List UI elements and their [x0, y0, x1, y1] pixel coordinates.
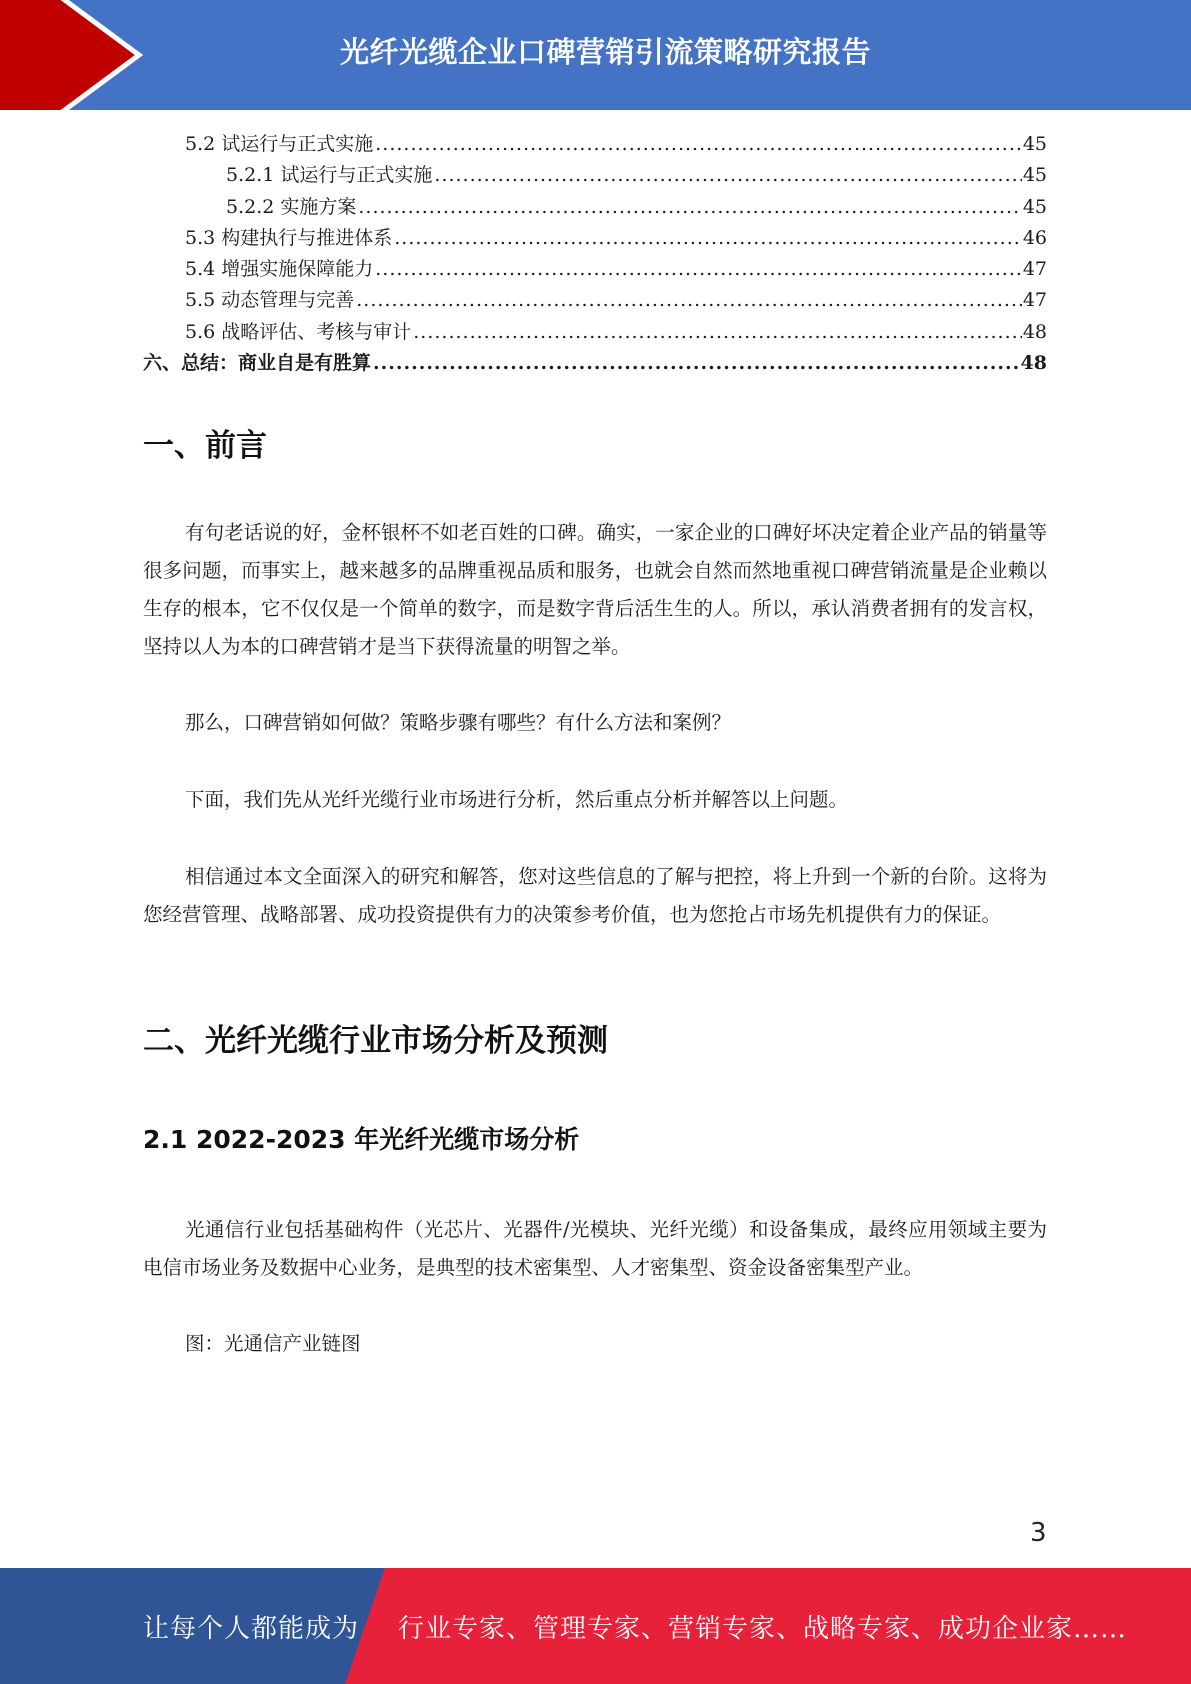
header-bar	[0, 0, 1191, 110]
body-paragraph: 那么，口碑营销如何做？策略步骤有哪些？有什么方法和案例？	[185, 711, 732, 734]
toc-entry[interactable]	[143, 192, 1047, 223]
toc-entry-label: 5.3 构建执行与推进体系	[185, 226, 393, 249]
subsection-heading: 2.1 2022-2023 年光纤光缆市场分析	[143, 1125, 580, 1154]
toc-entry-page: 46	[1022, 226, 1047, 249]
table-of-contents	[143, 129, 1047, 379]
toc-entry[interactable]	[143, 129, 1047, 160]
body-paragraph: 下面，我们先从光纤光缆行业市场进行分析，然后重点分析并解答以上问题。	[185, 788, 849, 811]
toc-entry[interactable]	[143, 254, 1047, 285]
toc-entry[interactable]	[143, 285, 1047, 316]
section-heading-market-analysis: 二、光纤光缆行业市场分析及预测	[143, 1023, 608, 1059]
toc-leader-dots	[413, 317, 1022, 348]
toc-entry[interactable]	[143, 317, 1047, 348]
toc-entry-page: 47	[1022, 258, 1047, 281]
toc-entry-page: 47	[1022, 289, 1047, 312]
toc-leader-dots	[356, 285, 1022, 316]
toc-entry-label: 5.6 战略评估、考核与审计	[185, 320, 412, 343]
toc-leader-dots	[375, 129, 1022, 160]
toc-entry-page: 45	[1022, 133, 1047, 155]
toc-entry-label: 5.2.2 实施方案	[226, 195, 357, 218]
toc-leader-dots	[434, 160, 1021, 191]
toc-entry-label: 5.4 增强实施保障能力	[185, 258, 374, 281]
toc-leader-dots	[358, 192, 1021, 223]
toc-leader-dots	[375, 254, 1022, 285]
toc-leader-dots	[394, 223, 1022, 254]
report-title: 光纤光缆企业口碑营销引流策略研究报告	[339, 35, 871, 69]
body-paragraph: 相信通过本文全面深入的研究和解答，您对这些信息的了解与把控，将上升到一个新的台阶。这将为您经营管理、战略部署、成功投资提供有力的决策参考价值，也为您抢占市场先机提供有力的保证。	[143, 865, 1047, 926]
toc-entry[interactable]	[143, 348, 1047, 379]
toc-entry-page: 48	[1020, 352, 1047, 375]
figure-caption: 图：光通信产业链图	[185, 1332, 361, 1355]
toc-entry[interactable]	[143, 160, 1047, 191]
toc-leader-dots	[373, 348, 1020, 379]
toc-entry-label: 5.2 试运行与正式实施	[185, 133, 374, 155]
toc-entry-label: 六、总结：商业自是有胜算	[143, 352, 372, 375]
toc-entry[interactable]	[143, 223, 1047, 254]
section-heading-preface: 一、前言	[143, 428, 267, 464]
toc-entry-page: 45	[1022, 195, 1047, 218]
page-number: 3	[1030, 1518, 1047, 1548]
toc-entry-page: 48	[1022, 320, 1047, 343]
body-paragraph: 光通信行业包括基础构件（光芯片、光器件/光模块、光纤光缆）和设备集成，最终应用领域主要为电信市场业务及数据中心业务，是典型的技术密集型、人才密集型、资金设备密集型产业。	[143, 1218, 1047, 1279]
footer-slogan-right: 行业专家、管理专家、营销专家、战略专家、成功企业家……	[398, 1614, 1128, 1644]
footer-slogan-left: 让每个人都能成为	[143, 1614, 360, 1644]
toc-entry-label: 5.2.1 试运行与正式实施	[226, 164, 433, 187]
toc-entry-page: 45	[1022, 164, 1047, 187]
body-paragraph: 有句老话说的好，金杯银杯不如老百姓的口碑。确实，一家企业的口碑好坏决定着企业产品的销量等很多问题，而事实上，越来越多的品牌重视品质和服务，也就会自然而然地重视口碑营销流量是企业赖以生存的根本，它不仅仅是一个简单的数字，而是数字背后活生生的人。所以，承认消费者拥有的发言权，坚持以人为本的口碑营销才是当下获得流量的明智之举。	[143, 521, 1047, 658]
toc-entry-label: 5.5 动态管理与完善	[185, 289, 355, 312]
footer-bar	[0, 1568, 1191, 1684]
